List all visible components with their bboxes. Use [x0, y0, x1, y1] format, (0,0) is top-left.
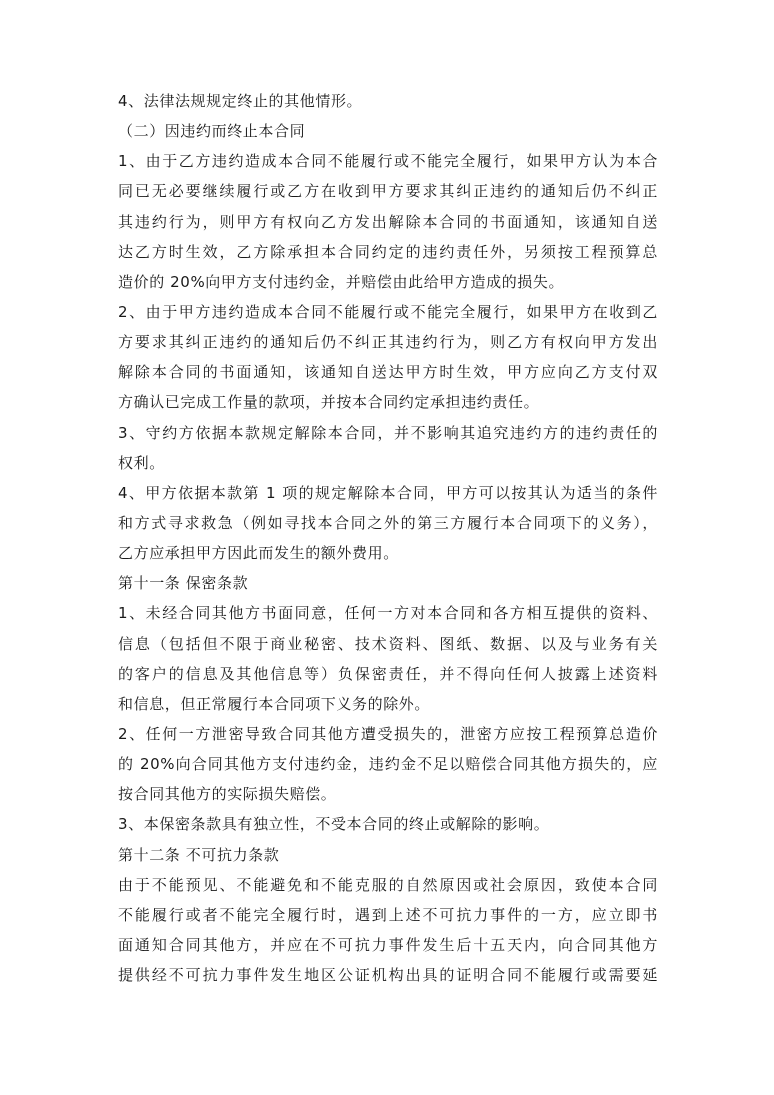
- paragraph-line: 其违约行为，则甲方有权向乙方发出解除本合同的书面通知，该通知自送: [118, 212, 658, 231]
- paragraph-line: 造价的 20%向甲方支付违约金，并赔偿由此给甲方造成的损失。: [118, 272, 565, 291]
- paragraph-line: 按合同其他方的实际损失赔偿。: [118, 785, 337, 804]
- paragraph-line: 乙方应承担甲方因此而发生的额外费用。: [118, 544, 399, 563]
- paragraph-line: 2、任何一方泄密导致合同其他方遭受损失的，泄密方应按工程预算总造价: [118, 724, 658, 743]
- paragraph-line: 3、本保密条款具有独立性，不受本合同的终止或解除的影响。: [118, 815, 550, 834]
- paragraph-line: 1、由于乙方违约造成本合同不能履行或不能完全履行，如果甲方认为本合: [118, 152, 658, 171]
- paragraph-line: 的客户的信息及其他信息等）负保密责任，并不得向任何人披露上述资料: [118, 664, 658, 683]
- paragraph-line: 的 20%向合同其他方支付违约金，违约金不足以赔偿合同其他方损失的，应: [118, 755, 658, 774]
- paragraph-line: 解除本合同的书面通知，该通知自送达甲方时生效，甲方应向乙方支付双: [118, 363, 658, 382]
- paragraph-line: 4、甲方依据本款第 1 项的规定解除本合同，甲方可以按其认为适当的条件: [118, 483, 658, 502]
- paragraph-line: 方要求其纠正违约的通知后仍不纠正其违约行为，则乙方有权向甲方发出: [118, 333, 658, 352]
- document-page: [118, 86, 658, 990]
- paragraph-line: 3、守约方依据本款规定解除本合同，并不影响其追究违约方的违约责任的: [118, 423, 658, 442]
- article-11-heading-confidentiality: 第十一条 保密条款: [118, 574, 249, 593]
- paragraph-line: 面通知合同其他方，并应在不可抗力事件发生后十五天内，向合同其他方: [118, 935, 658, 954]
- paragraph-line: 2、由于甲方违约造成本合同不能履行或不能完全履行，如果甲方在收到乙: [118, 302, 658, 321]
- paragraph-line: 和信息，但正常履行本合同项下义务的除外。: [118, 694, 431, 713]
- paragraph-line: 由于不能预见、不能避免和不能克服的自然原因或社会原因，致使本合同: [118, 875, 658, 894]
- paragraph-line: 方确认已完成工作量的款项，并按本合同约定承担违约责任。: [118, 393, 540, 412]
- paragraph-line: 信息（包括但不限于商业秘密、技术资料、图纸、数据、以及与业务有关: [118, 634, 658, 653]
- paragraph-line: 1、未经合同其他方书面同意，任何一方对本合同和各方相互提供的资料、: [118, 604, 658, 623]
- paragraph-line: 权利。: [118, 453, 165, 472]
- paragraph-line: 不能履行或者不能完全履行时，遇到上述不可抗力事件的一方，应立即书: [118, 905, 658, 924]
- article-12-heading-force-majeure: 第十二条 不可抗力条款: [118, 845, 280, 864]
- paragraph-line: 提供经不可抗力事件发生地区公证机构出具的证明合同不能履行或需要延: [118, 966, 658, 985]
- paragraph-line: 同已无必要继续履行或乙方在收到甲方要求其纠正违约的通知后仍不纠正: [118, 182, 658, 201]
- paragraph-line: 和方式寻求救急（例如寻找本合同之外的第三方履行本合同项下的义务），: [118, 513, 658, 532]
- section-heading-breach-termination: （二）因违约而终止本合同: [118, 122, 306, 141]
- clause-4-other-termination: 4、法律法规规定终止的其他情形。: [118, 92, 363, 110]
- paragraph-line: 达乙方时生效，乙方除承担本合同约定的违约责任外，另须按工程预算总: [118, 242, 658, 261]
